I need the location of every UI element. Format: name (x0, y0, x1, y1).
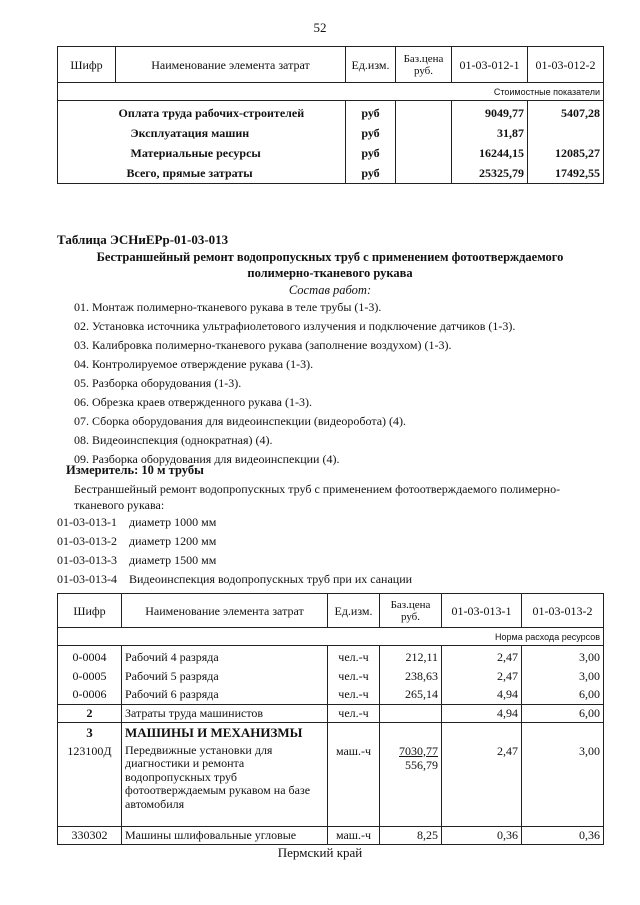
row-code: 123100Д (67, 743, 112, 758)
row-price: 7030,77 (399, 743, 438, 758)
header-code: Шифр (58, 47, 116, 83)
section-title-line1: Бестраншейный ремонт водопропускных труб с применением фотоотверждаемого (96, 250, 564, 264)
row-name: Оплата труда рабочих-строителей (118, 106, 305, 120)
row-unit: чел.-ч (338, 687, 369, 701)
header-unit: Ед.изм. (328, 594, 380, 628)
variant-code: 01-03-013-1 (57, 515, 117, 529)
row-name: МАШИНЫ И МЕХАНИЗМЫ (125, 724, 303, 740)
table-row (58, 646, 604, 705)
list-item (57, 572, 412, 587)
table-header-row (58, 47, 604, 83)
variant-text: диаметр 1000 мм (129, 515, 217, 529)
description-line2: тканевого рукава: (74, 498, 165, 512)
row-code: 330302 (58, 826, 122, 844)
row-unit: чел.-ч (338, 650, 369, 664)
row-unit: руб (361, 166, 380, 180)
row-code: 0-0005 (72, 668, 107, 683)
row-value-1: 2,47 (442, 722, 522, 826)
row-value-1: 4,94 (497, 687, 518, 701)
row-code: 0-0006 (72, 687, 107, 701)
footer-region: Пермский край (277, 845, 363, 860)
list-item: 02. Установка источника ультрафиолетового излучения и подключение датчиков (1-3). (74, 319, 516, 333)
machine-name (125, 744, 324, 812)
list-item: 07. Сборка оборудования для видеоинспекции (видеоробота) (4). (74, 414, 407, 428)
variant-code: 01-03-013-4 (57, 572, 117, 586)
header-col2: 01-03-012-2 (528, 47, 604, 83)
list-item: 08. Видеоинспекция (однократная) (4). (74, 433, 273, 447)
header-base-price: Баз.цена руб. (396, 47, 452, 83)
row-name: Затраты труда машинистов (122, 704, 328, 722)
row-unit: маш.-ч (328, 826, 380, 844)
row-value-1: 9049,77 (485, 106, 524, 120)
header-col2: 01-03-013-2 (522, 594, 604, 628)
header-unit: Ед.изм. (346, 47, 396, 83)
header-col1: 01-03-013-1 (442, 594, 522, 628)
list-item (57, 553, 216, 568)
list-item: 03. Калибровка полимерно-тканевого рукава (заполнение воздухом) (1-3). (74, 338, 452, 352)
table-row (58, 722, 604, 826)
row-value-2: 0,36 (522, 826, 604, 844)
list-item: 01. Монтаж полимерно-тканевого рукава в теле трубы (1-3). (74, 300, 382, 314)
row-unit: чел.-ч (338, 668, 369, 683)
row-name: Рабочий 6 разряда (125, 687, 219, 701)
description-line1: Бестраншейный ремонт водопропускных труб с применением фотоотверждаемого полимерно- (74, 482, 561, 496)
row-unit: чел.-ч (328, 704, 380, 722)
row-code: 2 (58, 704, 122, 722)
row-unit: руб (361, 126, 380, 140)
row-value-2: 6,00 (579, 687, 600, 701)
table-row (58, 101, 604, 184)
row-name: Машины шлифовальные угловые (122, 826, 328, 844)
row-value-2: 6,00 (522, 704, 604, 722)
variant-code: 01-03-013-2 (57, 534, 117, 548)
list-item: 06. Обрезка краев отвержденного рукава (1-3). (74, 395, 312, 409)
variant-code: 01-03-013-3 (57, 553, 117, 567)
row-value-1: 2,47 (497, 668, 518, 683)
row-price-alt: 556,79 (405, 757, 438, 772)
list-item: 05. Разборка оборудования (1-3). (74, 376, 242, 390)
row-unit: руб (361, 146, 380, 160)
row-name: Материальные ресурсы (130, 146, 261, 160)
row-unit: маш.-ч (328, 722, 380, 826)
row-value-1: 0,36 (442, 826, 522, 844)
row-price: 212,11 (405, 650, 438, 664)
row-value-1: 31,87 (497, 126, 524, 140)
list-item (57, 515, 216, 530)
measure-unit: Измеритель: 10 м трубы (66, 463, 204, 477)
row-value-2: 3,00 (579, 668, 600, 683)
row-value-1: 4,94 (442, 704, 522, 722)
row-value-1: 16244,15 (479, 146, 524, 160)
cost-table-012 (57, 46, 604, 184)
row-name: Эксплуатация машин (130, 126, 250, 140)
table-header-row (58, 594, 604, 628)
row-name: Рабочий 4 разряда (125, 650, 219, 664)
resource-table-013 (57, 593, 604, 845)
row-value-1: 25325,79 (479, 166, 524, 180)
page-number: 52 (313, 20, 327, 35)
header-name: Наименование элемента затрат (122, 594, 328, 628)
row-value-2: 17492,55 (555, 166, 600, 180)
row-price: 8,25 (380, 826, 442, 844)
row-price: 238,63 (405, 668, 438, 683)
row-name: Рабочий 5 разряда (125, 668, 219, 683)
header-base-price: Баз.цена руб. (380, 594, 442, 628)
machine-name-line: фотоотверждаемым рукавом на базе (125, 783, 311, 797)
variant-text: диаметр 1200 мм (129, 534, 217, 548)
row-value-2 (531, 123, 600, 143)
list-item: 09. Разборка оборудования для видеоинспекции (4). (74, 452, 340, 466)
table-subheader: Стоимостные показатели (58, 83, 604, 101)
machine-name-line: Передвижные установки для (125, 742, 273, 757)
table-subheader: Норма расхода ресурсов (58, 628, 604, 646)
row-price: 265,14 (405, 687, 438, 701)
variant-text: диаметр 1500 мм (129, 553, 217, 567)
row-code: 0-0004 (72, 650, 107, 664)
header-name: Наименование элемента затрат (116, 47, 346, 83)
table-row (58, 826, 604, 844)
machine-name-line: диагностики и ремонта (125, 756, 245, 770)
header-col1: 01-03-012-1 (452, 47, 528, 83)
header-code: Шифр (58, 594, 122, 628)
table-row (58, 704, 604, 722)
list-item: 04. Контролируемое отверждение рукава (1-3). (74, 357, 314, 371)
machine-name-line: водопропускных труб (125, 769, 238, 784)
variant-text: Видеоинспекция водопропускных труб при их санации (129, 572, 413, 586)
row-value-1: 2,47 (497, 650, 518, 664)
row-unit: руб (361, 106, 380, 120)
row-value-2: 5407,28 (561, 106, 600, 120)
row-value-2: 12085,27 (555, 146, 600, 160)
row-code: 3 (86, 724, 93, 740)
machine-name-line: автомобиля (125, 796, 185, 811)
row-value-2: 3,00 (522, 722, 604, 826)
list-item (57, 534, 216, 549)
table-id: Таблица ЭСНиЕРр-01-03-013 (57, 232, 229, 247)
row-name: Всего, прямые затраты (126, 166, 253, 180)
works-heading: Состав работ: (288, 283, 372, 297)
section-title-line2: полимерно-тканевого рукава (247, 266, 413, 280)
row-value-2: 3,00 (579, 650, 600, 664)
